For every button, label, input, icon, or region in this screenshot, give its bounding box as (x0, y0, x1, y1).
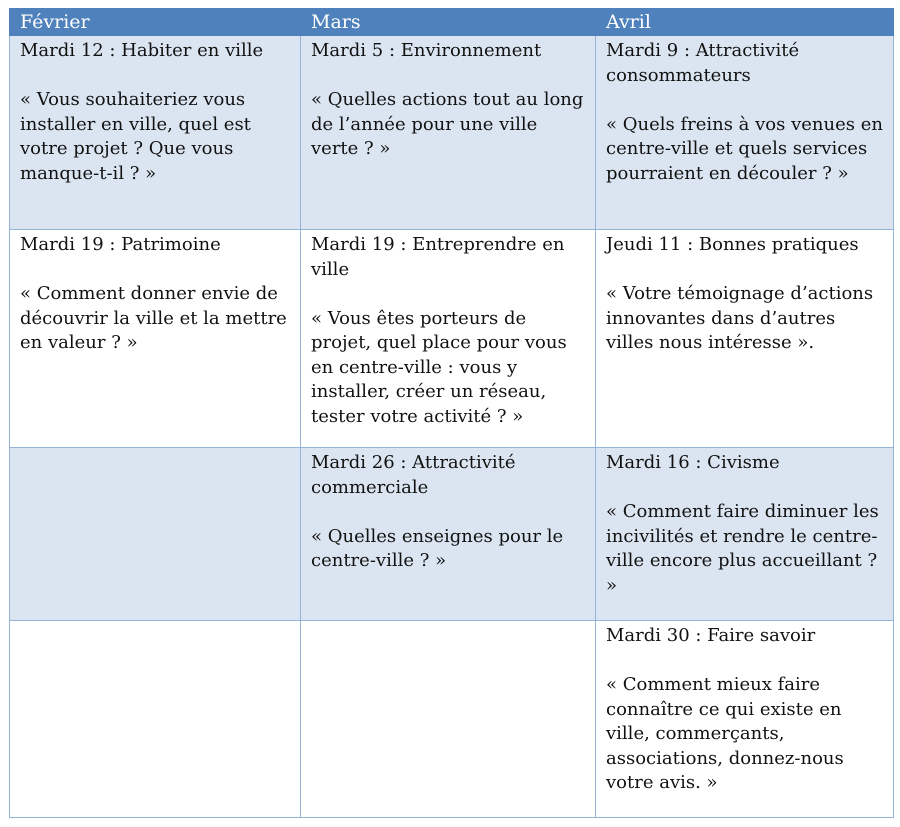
session-question: « Vous souhaiteriez vous installer en ville, quel est votre projet ? Que vous manque-t-il ? » (20, 89, 251, 184)
header-row (10, 9, 894, 36)
table-cell (596, 621, 894, 818)
session-title: Mardi 12 : Habiter en ville (20, 40, 264, 61)
table-row (10, 36, 894, 230)
session-title: Mardi 26 : Attractivité commerciale (311, 452, 516, 498)
table-cell-empty (10, 621, 301, 818)
table-cell (10, 36, 301, 230)
table-row (10, 621, 894, 818)
table-cell (301, 448, 596, 621)
session-title: Mardi 16 : Civisme (606, 452, 780, 473)
table-cell (596, 36, 894, 230)
table-cell-empty (10, 448, 301, 621)
session-question: « Quelles actions tout au long de l’année pour une ville verte ? » (311, 89, 584, 159)
table-header (10, 9, 894, 36)
session-question: « Quels freins à vos venues en centre-ville et quels services pourraient en découler ? » (606, 113, 883, 184)
table-cell (10, 230, 301, 448)
schedule-table (9, 8, 894, 818)
session-title: Mardi 30 : Faire savoir (606, 625, 816, 646)
session-question: « Comment faire diminuer les incivilités et rendre le centre-ville encore plus accueillant ? » (606, 501, 879, 596)
table-cell (301, 230, 596, 448)
session-title: Mardi 5 : Environnement (311, 40, 542, 61)
table-row (10, 230, 894, 448)
session-question: « Votre témoignage d’actions innovantes dans d’autres villes nous intéresse ». (606, 283, 874, 353)
session-title: Mardi 19 : Patrimoine (20, 234, 221, 255)
session-question: « Vous êtes porteurs de projet, quel place pour vous en centre-ville : vous y installer, créer un réseau, tester votre activité ? » (311, 307, 567, 427)
session-question: « Quelles enseignes pour le centre-ville ? » (311, 525, 564, 571)
column-header-fevrier: Février (10, 9, 301, 36)
column-header-mars: Mars (301, 9, 596, 36)
table-cell (596, 230, 894, 448)
session-question: « Comment mieux faire connaître ce qui existe en ville, commerçants, associations, donnez-nous votre avis. » (606, 674, 844, 793)
table-cell-empty (301, 621, 596, 818)
session-question: « Comment donner envie de découvrir la ville et la mettre en valeur ? » (20, 283, 287, 353)
session-title: Mardi 9 : Attractivité consommateurs (606, 40, 800, 86)
session-title: Mardi 19 : Entreprendre en ville (311, 234, 565, 280)
table-row (10, 448, 894, 621)
column-header-avril: Avril (596, 9, 894, 36)
table-cell (596, 448, 894, 621)
session-title: Jeudi 11 : Bonnes pratiques (606, 234, 859, 255)
table-body (10, 36, 894, 818)
table-cell (301, 36, 596, 230)
